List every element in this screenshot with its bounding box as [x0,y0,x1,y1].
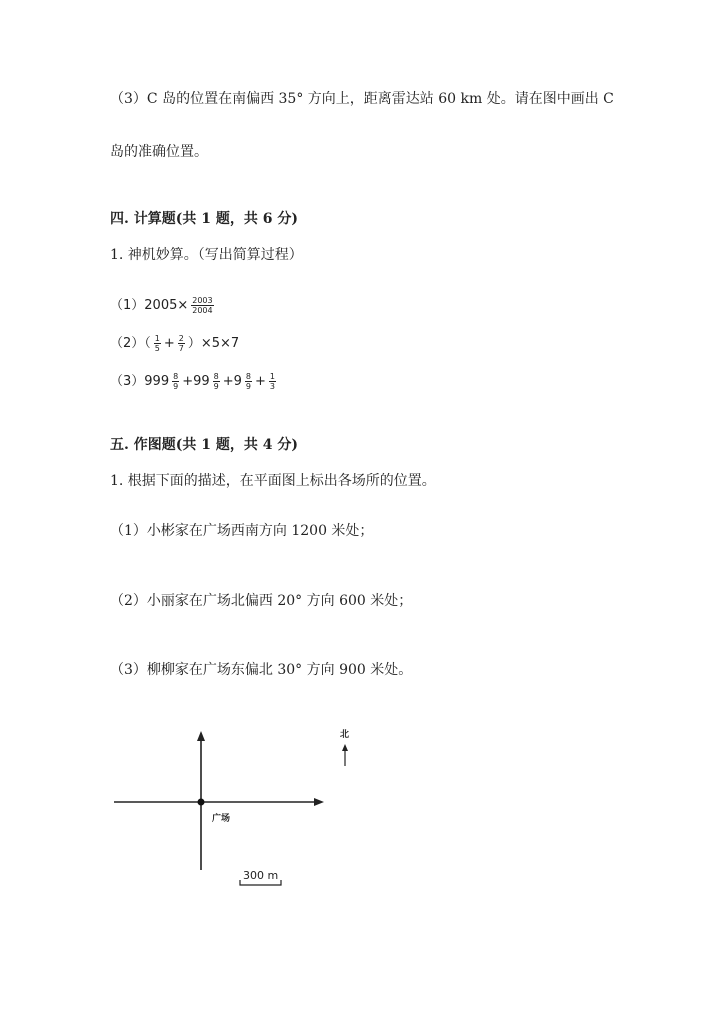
fraction: $\frac{8}{9}$ [245,372,251,391]
fraction: $\frac{1}{3}$ [269,372,275,391]
fraction: $\frac{1}{5}$ [154,334,160,353]
calc-item-1-label: （1）2005× [110,298,189,313]
prev-question-line1: （3）C 岛的位置在南偏西 35° 方向上，距离雷达站 60 km 处。请在图中画出 C [110,91,614,107]
draw-item-3: （3）柳柳家在广场东偏北 30° 方向 900 米处。 [110,662,413,678]
calc-item-3: （3）999 $\frac{8}{9}$ +99 $\frac{8}{9}$ +9 $\frac{8}{9}$ + $\frac{1}{3}$ [110,372,275,391]
north-label: 北 [340,730,350,740]
section4-heading: 四. 计算题(共 1 题，共 6 分) [110,211,298,227]
fraction: $\frac{2}{7}$ [178,334,184,353]
calc-item-2-label: （2）（ [110,336,151,351]
calc-item-2: （2）（ $\frac{1}{5}$ + $\frac{2}{7}$ ）×5×7 [110,334,240,353]
plaza-point [198,799,205,806]
section5-heading: 五. 作图题(共 1 题，共 4 分) [110,437,298,453]
calc-item-3-label: （3）999 [110,374,170,389]
prev-question-line2: 岛的准确位置。 [110,144,208,160]
fraction: $\frac{8}{9}$ [213,372,219,391]
east-arrowhead [314,798,324,806]
draw-item-1: （1）小彬家在广场西南方向 1200 米处； [110,523,374,539]
section4-question: 1. 神机妙算。（写出简算过程） [110,247,303,263]
north-arrowhead-icon [342,744,348,751]
plaza-label: 广场 [212,814,231,824]
north-axis-arrowhead [197,731,205,741]
fraction: $\frac{8}{9}$ [173,372,179,391]
draw-item-2: （2）小丽家在广场北偏西 20° 方向 600 米处； [110,593,413,609]
section5-question: 1. 根据下面的描述，在平面图上标出各场所的位置。 [110,473,436,489]
scale-label: 300 m [243,869,279,882]
fraction: $\frac{2003}{2004}$ [192,296,213,315]
